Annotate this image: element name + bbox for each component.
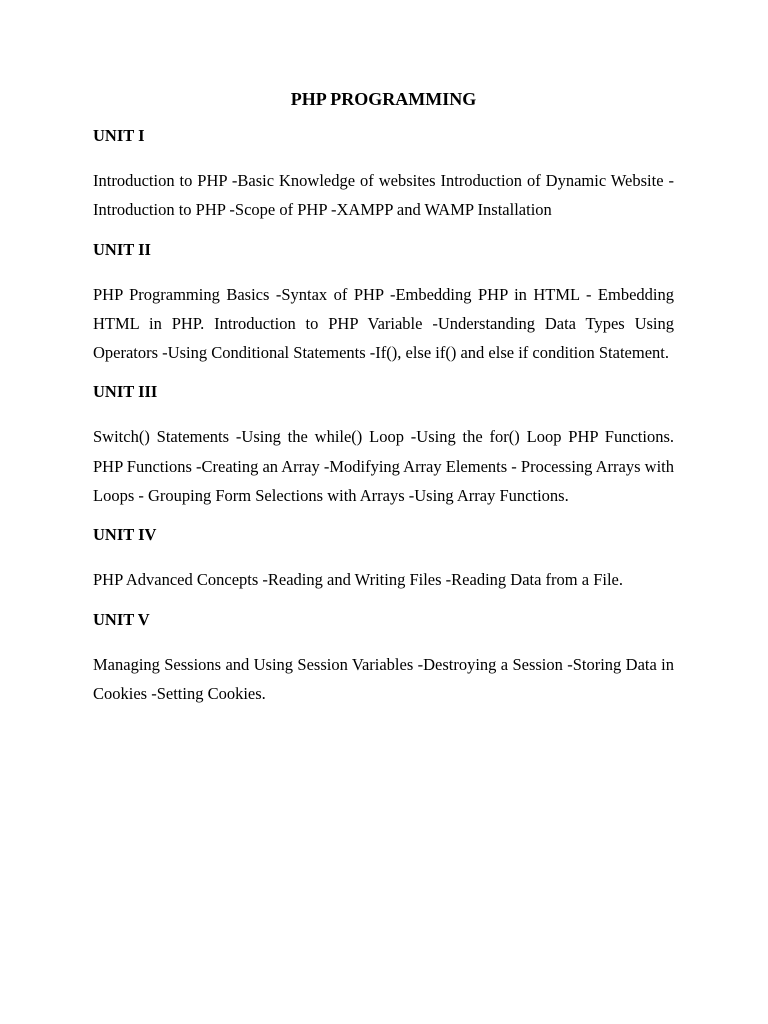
unit-description: PHP Programming Basics -Syntax of PHP -Embedding PHP in HTML - Embedding HTML in PHP. Introduction to PHP Variable -Understanding Data Types Using Operators -Using Conditional Statements -If(), else if() and else if condition Statement. xyxy=(93,284,674,363)
unit-section-3 xyxy=(93,380,674,510)
unit-section-1 xyxy=(93,124,674,225)
unit-heading: UNIT I xyxy=(93,126,145,145)
unit-description: Managing Sessions and Using Session Variables -Destroying a Session -Storing Data in Cookies -Setting Cookies. xyxy=(93,654,674,703)
unit-heading: UNIT V xyxy=(93,609,150,629)
unit-section-5 xyxy=(93,608,674,709)
unit-heading: UNIT IV xyxy=(93,525,157,545)
document-page xyxy=(93,86,674,721)
unit-description: PHP Advanced Concepts -Reading and Writing Files -Reading Data from a File. xyxy=(93,570,623,590)
unit-description: Switch() Statements -Using the while() Loop -Using the for() Loop PHP Functions. PHP Functions -Creating an Array -Modifying Array Elements - Processing Arrays with Loops - Grouping Form Selections with Arrays -Using Array Functions. xyxy=(93,427,674,506)
unit-heading: UNIT II xyxy=(93,239,151,259)
unit-section-2 xyxy=(93,238,674,368)
unit-heading: UNIT III xyxy=(93,382,158,402)
unit-description: Introduction to PHP -Basic Knowledge of websites Introduction of Dynamic Website -Introduction to PHP -Scope of PHP -XAMPP and WAMP Installation xyxy=(93,171,674,220)
document-title: PHP PROGRAMMING xyxy=(290,89,477,109)
unit-section-4 xyxy=(93,523,674,594)
